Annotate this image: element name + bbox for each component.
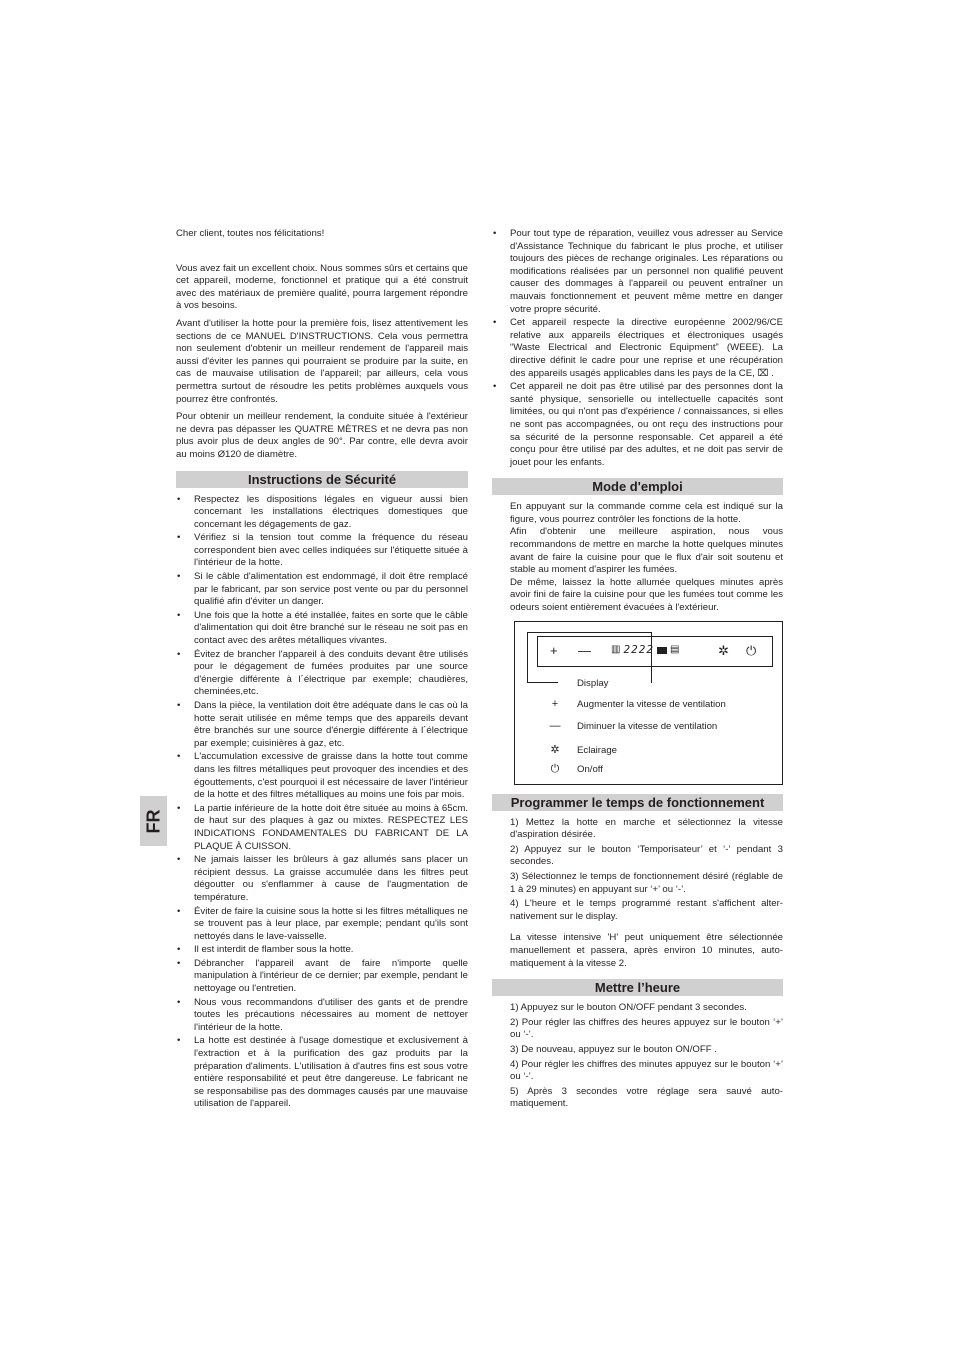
safety-item: • Pour tout type de réparation, veuillez vous adresser au Service d'Assistance Technique du fabricant le plus proche, et utiliser toujours des pièces de rechange originales. Les réparations ou modifications réalisées par un personnel non qualifié peuvent causer des dommages à l'appareil ou peuvent entraîner un mauvais fonctionnement et peuvent même mettre en danger votre propre sécurité. bbox=[492, 228, 783, 316]
speed-bars-icon: ▤ bbox=[669, 644, 680, 656]
safety-item: • Cet appareil respecte la directive européenne 2002/96/CE relative aux appareils électriques et électroniques usagés “Waste Electrical and Electronic Equipment” (WEEE). La directive définit le cadre pour une reprise et une récupération des appareils usagés applicables dans les pays de la CE, ⌧ . bbox=[492, 317, 783, 380]
clock-step: 4) Pour régler les chiffres des minutes appuyez sur le bouton ‘+’ ou ‘-’. bbox=[510, 1058, 783, 1083]
safety-item: • Dans la pièce, la ventilation doit être adéquate dans le cas où la hotte serait utilisée en même temps que des appareils devant être branchés sur une source d'énergie différente à l´électrique par exemple; cuisinières à gaz, etc. bbox=[176, 700, 468, 750]
timer-step: 4) L'heure et le temps programmé restant s'affichent alter-nativement sur le display. bbox=[510, 898, 783, 922]
safety-list bbox=[176, 494, 468, 1112]
timer-step: 2) Appuyez sur le bouton ‘Temporisateur’ et ‘-’ pendant 3 secondes. bbox=[510, 843, 783, 868]
plus-icon: + bbox=[550, 642, 558, 658]
mode-paragraph: En appuyant sur la commande comme cela est indiqué sur la figure, vous pourrez contrôler les fonctions de la hotte. bbox=[510, 501, 783, 525]
clock-step: 1) Appuyez sur le bouton ON/OFF pendant 3 secondes. bbox=[510, 1002, 747, 1014]
mode-heading: Mode d'emploi bbox=[492, 478, 783, 495]
intro-paragraph: Pour obtenir un meilleur rendement, la conduite située à l'extérieur ne devra pas dépasser les QUATRE MÈTRES et ne devra pas non plus avoir plus de deux angles de 90°. Par contre, elle devra avoir au moins Ø120 de diamètre. bbox=[176, 411, 468, 460]
legend-label: On/off bbox=[577, 763, 603, 775]
language-tab-fr bbox=[140, 796, 167, 846]
timer-step: 1) Mettez la hotte en marche et sélectionnez la vitesse d'aspiration désirée. bbox=[510, 816, 783, 841]
safety-item: • Nous vous recommandons d'utiliser des gants et de prendre toutes les précautions nécessaires au moment de nettoyer l'intérieur de la hotte. bbox=[176, 997, 468, 1035]
display-digits: 2222 bbox=[623, 643, 654, 657]
safety-item: • Cet appareil ne doit pas être utilisé par des personnes dont la santé physique, sensorielle ou intellectuelle capacités sont limitées, ou qui n'ont pas d'expérience / connaissances, si elles ne sont pas accompagnées, ou ont reçu des instructions pour sa sécurité de la personne responsable. Cet appareil a été conçu pour être utilisé par des adultes, et ne doit pas servir de jouet pour les enfants. bbox=[492, 381, 783, 469]
intro-paragraph: Avant d'utiliser la hotte pour la première fois, lisez attentivement les sections de ce MANUEL D'INSTRUCTIONS. Cela vous permettra non seulement d'obtenir un meilleur rendement de l'appareil mais aussi d'éviter les pannes qui pourraient se produire par la suite, en cas de mauvaise utilisation de l'appareil; par ailleurs, cela vous permettra surtout de résoudre les petits problèmes auxquels vous pourrez être confrontés. bbox=[176, 317, 468, 405]
safety-item: • Évitez de brancher l'appareil à des conduits devant être utilisés pour le dégagement de fumées produites par une source d'énergie différente à l´électrique par exemple; chaudières, cheminées,etc. bbox=[176, 649, 468, 699]
safety-item: • Si le câble d'alimentation est endommagé, il doit être remplacé par le fabricant, par son service post vente ou par du personnel qualifié afin d'éviter un danger. bbox=[176, 571, 468, 609]
display-pointer-line bbox=[527, 632, 558, 683]
legend-label: Eclairage bbox=[577, 744, 617, 756]
control-panel-figure bbox=[514, 621, 783, 785]
safety-item: • Une fois que la hotte a été installée, faites en sorte que le câble d'alimentation qui doit être branché sur le réseau ne soit pas en contact avec des arêtes métalliques vivantes. bbox=[176, 610, 468, 648]
light-icon: ✲ bbox=[718, 642, 729, 658]
greeting: Cher client, toutes nos félicitations! bbox=[176, 228, 325, 239]
timer-note: La vitesse intensive 'H' peut uniquement être sélectionnée manuellement et passera, après environ 10 minutes, auto-matiquement à la vitesse 2. bbox=[510, 932, 783, 969]
safety-heading: Instructions de Sécurité bbox=[176, 471, 468, 488]
display-block-icon bbox=[657, 647, 667, 654]
safety-item: • Ne jamais laisser les brûleurs à gaz allumés sans placer un récipient dessus. La graisse accumulée dans les filtres peut dégoutter ou s'enflammer à cause de l'augmentation de température. bbox=[176, 854, 468, 904]
safety-item: • La hotte est destinée à l'usage domestique et exclusivement à l'extraction et à la purification des gaz produits par la préparation d'aliments. L'utilisation à d'autres fins est sous votre entière responsabilité et peut être dangereuse. Le fabricant ne se responsabilise pas des dommages causés par une mauvaise utilisation de l'appareil. bbox=[176, 1035, 468, 1111]
clock-heading: Mettre l’heure bbox=[492, 979, 783, 996]
mode-text bbox=[492, 501, 783, 614]
legend-label: Augmenter la vitesse de ventilation bbox=[577, 698, 726, 710]
timer-icon: ▥ bbox=[611, 644, 621, 656]
clock-step: 3) De nouveau, appuyez sur le bouton ON/OFF . bbox=[510, 1043, 717, 1055]
light-icon: ✲ bbox=[550, 743, 560, 756]
safety-item: • La partie inférieure de la hotte doit être située au moins à 65cm. de haut sur des plaques à gaz ou mixtes. RESPECTEZ LES INDICATIONS FONDAMENTALES DU FABRICANT DE LA PLAQUE À CUISSON. bbox=[176, 803, 468, 853]
minus-icon: — bbox=[578, 642, 591, 658]
safety-item: • Il est interdit de flamber sous la hotte. bbox=[176, 944, 468, 957]
mode-paragraph: De même, laissez la hotte allumée quelques minutes après avoir fini de faire la cuisine pour que les fumées tout comme les odeurs soient entièrement évacuées à l'extérieur. bbox=[510, 576, 783, 614]
legend-label: Display bbox=[577, 677, 609, 689]
safety-item: • L'accumulation excessive de graisse dans la hotte tout comme dans les filtres métalliques peut provoquer des incendies et des égouttements, c'est pourquoi il est nécessaire de laver l'intérieur de la hotte et des filtres métalliques au moins une fois par mois. bbox=[176, 751, 468, 801]
safety-item: • Respectez les dispositions légales en vigueur aussi bien concernant les installations électriques domestiques que concernant les dégagements de gaz. bbox=[176, 494, 468, 532]
intro-paragraph: Vous avez fait un excellent choix. Nous sommes sûrs et certains que cet appareil, moderne, fonctionnel et pratique qui a été construit avec des matériaux de première qualité, pourra largement répondre à vos besoins. bbox=[176, 262, 468, 312]
timer-heading: Programmer le temps de fonctionnement bbox=[492, 794, 783, 811]
safety-item: • Débrancher l'appareil avant de faire n'importe quelle manipulation à l'intérieur de ce dernier; par exemple, pendant le nettoyage ou l'entretien. bbox=[176, 958, 468, 996]
right-column bbox=[492, 228, 783, 1113]
safety-item: • Éviter de faire la cuisine sous la hotte si les filtres métalliques ne se trouvent pas à leur place, par exemple; pendant qu'ils sont nettoyés dans le lave-vaisselle. bbox=[176, 906, 468, 944]
clock-step: 2) Pour régler las chiffres des heures appuyez sur le bouton ‘+’ ou ‘-’. bbox=[510, 1016, 783, 1041]
power-icon: ⏻ bbox=[550, 762, 560, 775]
minus-icon: — bbox=[549, 719, 561, 732]
timer-step: 3) Sélectionnez le temps de fonctionnement désiré (réglable de 1 à 29 minutes) en appuyant sur ‘+’ ou ‘-’. bbox=[510, 871, 783, 895]
mode-paragraph: Afin d'obtenir une meilleure aspiration, nous vous recommandons de mettre en marche la hotte quelques minutes avant de faire la cuisine pour que le flux d'air soit soutenu et stable au moment d'aspirer les fumées. bbox=[510, 526, 783, 576]
language-tab-label: FR bbox=[143, 809, 163, 833]
power-icon: ⏻ bbox=[746, 642, 757, 658]
extra-safety-list bbox=[492, 228, 783, 469]
plus-icon: + bbox=[551, 697, 559, 710]
legend-label: Diminuer la vitesse de ventilation bbox=[577, 720, 718, 732]
clock-step: 5) Après 3 secondes votre réglage sera sauvé auto-matiquement. bbox=[510, 1085, 783, 1110]
safety-item: • Vérifiez si la tension tout comme la fréquence du réseau correspondent bien avec celles indiquées sur l'étiquette située à l'intérieur de la hotte. bbox=[176, 532, 468, 570]
left-column bbox=[176, 228, 468, 1112]
